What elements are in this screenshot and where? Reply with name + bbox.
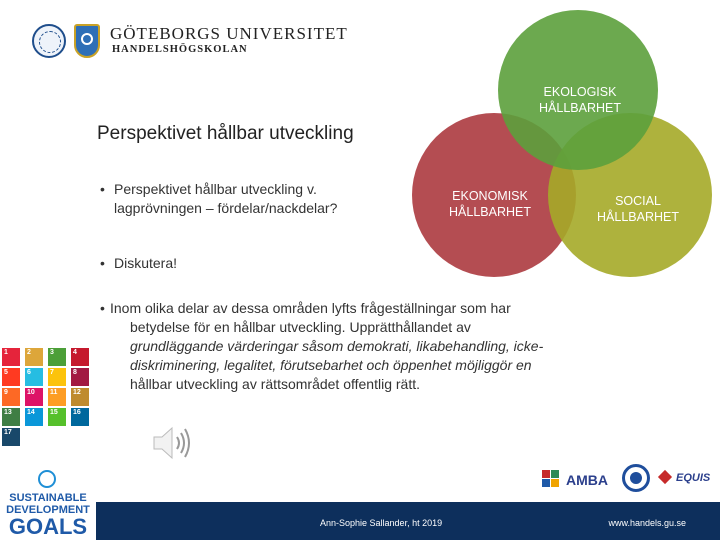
sdg-tile-8: 8 [71, 368, 89, 386]
sdg-tile-11: 11 [48, 388, 66, 406]
sdg-tile-7: 7 [48, 368, 66, 386]
sdg-tile-13: 13 [2, 408, 20, 426]
sdg-tile-5: 5 [2, 368, 20, 386]
slide-title: Perspektivet hållbar utveckling [97, 123, 354, 144]
footer-bar [96, 502, 720, 540]
school-name: HANDELSHÖGSKOLAN [112, 44, 248, 55]
sdg-tile-16: 16 [71, 408, 89, 426]
footer-author: Ann-Sophie Sallander, ht 2019 [320, 518, 443, 528]
sdg-tile-3: 3 [48, 348, 66, 366]
university-seal [32, 24, 66, 58]
bullet-2: • Diskutera! [100, 255, 178, 271]
bullet-1: • Perspektivet hållbar utveckling v. lagprövningen – fördelar/nackdelar? [100, 181, 338, 216]
economic-label: EKONOMISK HÅLLBARHET [449, 189, 531, 219]
sdg-tile-12: 12 [71, 388, 89, 406]
sdg-tiles-grid [2, 348, 98, 438]
sdg-tile-10: 10 [25, 388, 43, 406]
ecological-label: EKOLOGISK HÅLLBARHET [539, 85, 621, 115]
sdg-tile-15: 15 [48, 408, 66, 426]
sdg-tile-4: 4 [71, 348, 89, 366]
sdg-tile-9: 9 [2, 388, 20, 406]
equis-logo: EQUIS [660, 470, 716, 492]
amba-logo: AMBA [542, 466, 614, 492]
sdg-logo: SUSTAINABLE DEVELOPMENT GOALS [0, 462, 96, 540]
sdg-tile-2: 2 [25, 348, 43, 366]
audio-speaker-icon[interactable] [150, 420, 196, 466]
footer-url[interactable]: www.handels.gu.se [608, 518, 686, 528]
un-emblem-icon [38, 470, 56, 488]
sdg-tile-17: 17 [2, 428, 20, 446]
university-name: GÖTEBORGS UNIVERSITET [110, 24, 348, 43]
school-shield-logo [74, 24, 100, 58]
social-label: SOCIAL HÅLLBARHET [597, 194, 679, 224]
sdg-tile-14: 14 [25, 408, 43, 426]
bullet-3: • Inom olika delar av dessa områden lyfts frågeställningar som har betydelse för en hållbar utveckling. Upprätthållandet av grundläggande värderingar såsom demokrati, likabehandling, icke- diskriminering, legalitet, förutsebarhet och öppenhet möjliggör en hållbar utveckling av rättsområdet offentlig rätt. [100, 300, 544, 392]
sdg-tile-6: 6 [25, 368, 43, 386]
sdg-tile-1: 1 [2, 348, 20, 366]
aacsb-seal [622, 464, 650, 492]
